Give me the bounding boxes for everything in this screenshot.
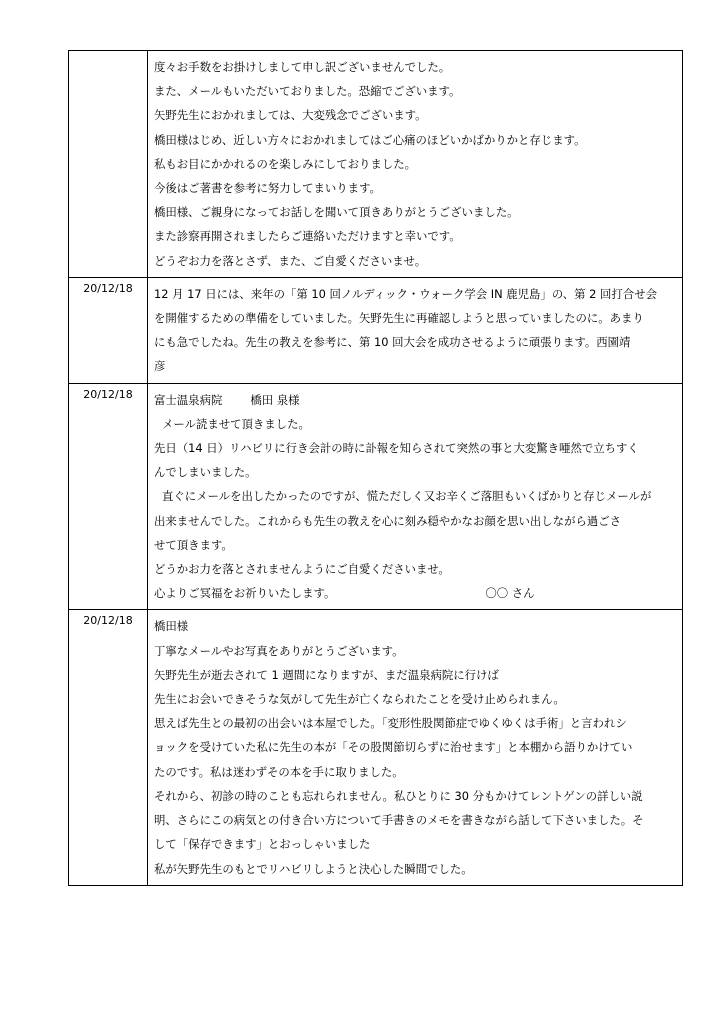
- entry-line: 私もお目にかかれるのを楽しみにしておりました。: [154, 156, 416, 171]
- entry-line: どうぞお力を落とさず、また、ご自愛くださいませ。: [154, 253, 427, 268]
- entry-line: 橋田様: [154, 619, 189, 634]
- table-row: [69, 610, 683, 885]
- entry-body: [148, 383, 683, 610]
- entry-line: 先生にお会いできそうな気がして先生が亡くなられたことを受け止められまん。: [154, 692, 565, 707]
- entry-line: 矢野先生が逝去されて 1 週間になりますが、まだ温泉病院に行けば: [154, 667, 499, 682]
- entry-line: 先日（14 日）リハビリに行き会計の時に訃報を知らされて突然の事と大変驚き唖然で立ちすく: [154, 441, 639, 456]
- signature: 〇〇 さん: [485, 586, 535, 601]
- entry-body: [148, 277, 683, 383]
- message-log-table: [68, 50, 683, 886]
- entry-line: 彦: [154, 359, 166, 374]
- entry-line: 橋田様はじめ、近しい方々におかれましてはご心痛のほどいかばかりかと存じます。: [154, 132, 586, 147]
- entry-date: 20/12/18: [69, 610, 148, 885]
- entry-line: また、メールもいただいておりました。恐縮でございます。: [154, 84, 461, 99]
- entry-date: 20/12/18: [69, 383, 148, 610]
- entry-line: 直ぐにメールを出したかったのですが、慌ただしく又お辛くご落胆もいくばかりと存じメールが: [162, 489, 652, 504]
- entry-closing-line: [154, 581, 676, 605]
- entry-line: んでしまいました。: [154, 465, 257, 480]
- entry-line: 度々お手数をお掛けしまして申し訳ございませんでした。: [154, 60, 451, 74]
- entry-line: にも急でしたね。先生の教えを参考に、第 10 回大会を成功させるように頑張ります。西園靖: [154, 335, 631, 350]
- entry-line: せて頂きます。: [154, 537, 233, 552]
- entry-line: 私が矢野先生のもとでリハビリしようと決心した瞬間でした。: [154, 861, 473, 876]
- entry-line: を開催するための準備をしていました。矢野先生に再確認しようと思っていましたのに。あまり: [154, 311, 644, 326]
- entry-line: 明、さらにこの病気との付き合い方について手書きのメモを書きながら話して下さいました。そ: [154, 813, 644, 828]
- entry-line: どうかお力を落とされませんようにご自愛くださいませ。: [154, 562, 450, 577]
- entry-line: 丁寧なメールやお写真をありがとうございます。: [154, 643, 404, 658]
- entry-date: 20/12/18: [69, 277, 148, 383]
- entry-body: [148, 51, 683, 278]
- entry-line: 思えば先生との最初の出会いは本屋でした。「変形性股関節症でゆくゆくは手術」と言われシ: [154, 716, 627, 731]
- entry-line: 橋田様、ご親身になってお話しを聞いて頂きありがとうございました。: [154, 205, 519, 220]
- entry-body: [148, 610, 683, 885]
- entry-date: [69, 51, 148, 278]
- entry-line: また診察再開されましたらご連絡いただけますと幸いです。: [154, 229, 461, 244]
- entry-line: ョックを受けていた私に先生の本が「その股関節切らずに治せます」と本棚から語りかけてい: [154, 740, 633, 755]
- table-row: [69, 51, 683, 278]
- document-page: [68, 50, 683, 886]
- entry-header: [154, 388, 676, 412]
- entry-line: それから、初診の時のことも忘れられません。私ひとりに 30 分もかけてレントゲンの詳しい説: [154, 788, 643, 803]
- closing-text: 心よりご冥福をお祈りいたします。: [154, 586, 336, 601]
- entry-line: して「保存できます」とおっしゃいました: [154, 837, 371, 852]
- entry-line: 矢野先生におかれましては、大変残念でございます。: [154, 108, 427, 123]
- header-recipient: 橋田 泉様: [250, 392, 300, 407]
- entry-line: 12 月 17 日には、来年の「第 10 回ノルディック・ウォーク学会 IN 鹿児島」の、第 2 回打合せ会: [154, 286, 657, 301]
- entry-line: たのです。私は迷わずその本を手に取りました。: [154, 764, 404, 779]
- entry-line: 今後はご著書を参考に努力してまいります。: [154, 181, 381, 196]
- entry-line: メール読ませて頂きました。: [162, 416, 310, 431]
- entry-line: 出来ませんでした。これからも先生の教えを心に刻み穏やかなお顔を思い出しながら過ごさ: [154, 513, 622, 528]
- table-row: [69, 383, 683, 610]
- table-row: [69, 277, 683, 383]
- header-organization: 富士温泉病院: [154, 392, 223, 407]
